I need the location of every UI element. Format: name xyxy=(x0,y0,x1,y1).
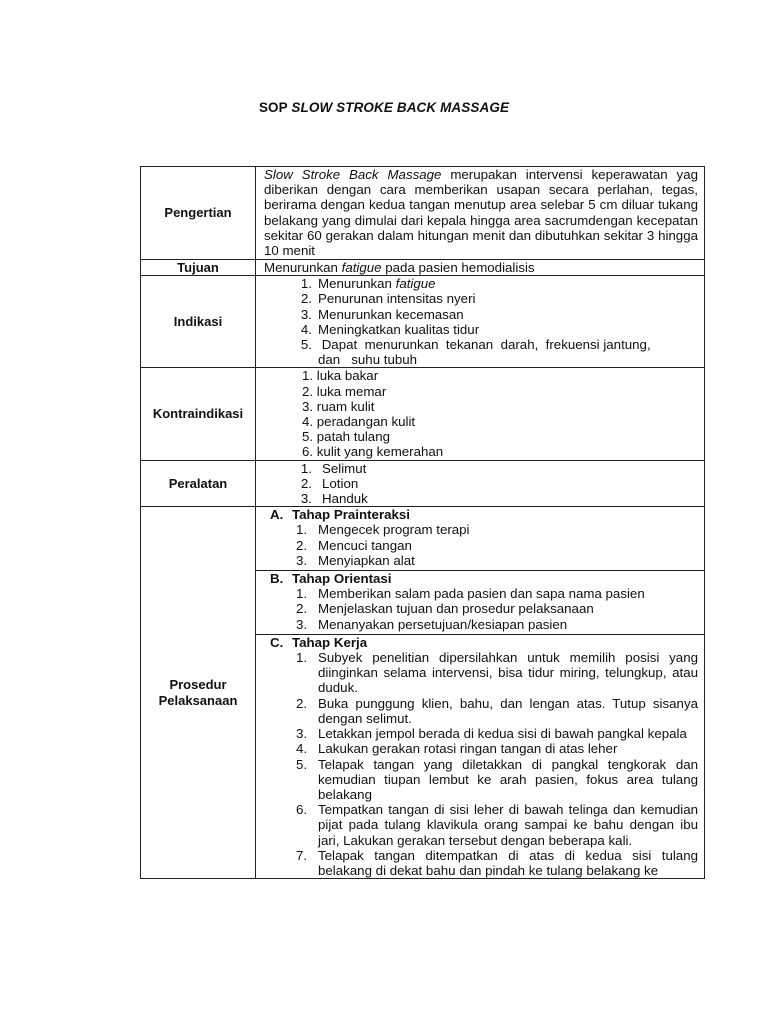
list-item: 4. Lakukan gerakan rotasi ringan tangan di atas leher xyxy=(296,741,618,757)
list-item: 5. Dapat menurunkan tekanan darah, frekuensi jantung, dan suhu tubuh xyxy=(300,337,659,368)
pengertian-italic-lead: Slow Stroke Back Massage xyxy=(264,167,442,182)
document-title xyxy=(0,100,768,115)
list-item: 1. Subyek penelitian dipersilahkan untuk memilih posisi yang diinginkan selama intervensi, bisa tidur miring, telungkup, atau duduk. xyxy=(296,650,698,696)
row-indikasi xyxy=(141,276,705,368)
section-kerja xyxy=(256,634,704,878)
list-item: 7. Telapak tangan ditempatkan di atas di kedua sisi tulang belakang di dekat bahu dan pindah ke tulang belakang ke xyxy=(296,847,698,878)
list-item: 3. ruam kulit xyxy=(302,398,375,414)
list-item: 1. Selimut xyxy=(300,460,367,476)
list-item: 3. Menurunkan kecemasan xyxy=(300,306,464,322)
list-item: 2. Lotion xyxy=(300,475,359,491)
pengertian-text: merupakan intervensi keperawatan yag diberikan dengan cara memberikan usapan secara perlahan, tegas, berirama dengan kedua tangan menutup area selebar 5 cm diluar tukang belakang yang dimulai dari kepala hingga area sacrumdengan kecepatan sekitar 60 gerakan dalam hitungan menit dan dibutuhkan sekitar 3 hingga 10 menit xyxy=(264,167,698,259)
tujuan-italic: fatigue xyxy=(341,260,382,275)
tujuan-post: pada pasien hemodialisis xyxy=(381,260,535,275)
row-label-prosedur: Prosedur Pelaksanaan xyxy=(141,507,256,879)
peralatan-content xyxy=(256,460,705,507)
section-heading: B. Tahap Orientasi xyxy=(270,571,392,587)
tujuan-pre: Menurunkan xyxy=(264,260,342,275)
list-item: 1. Memberikan salam pada pasien dan sapa nama pasien xyxy=(296,586,645,602)
prosedur-content xyxy=(256,507,705,879)
list-item: 6. Tempatkan tangan di sisi leher di bawah telinga dan kemudian pijat pada tulang klavikula orang sampai ke bahu dengan ibu jari, Lakukan gerakan tersebut dengan beberapa kali. xyxy=(296,802,698,848)
list-item: 6. kulit yang kemerahan xyxy=(302,444,444,460)
list-item: 1. Mengecek program terapi xyxy=(296,522,470,538)
list-item: 4. Meningkatkan kualitas tidur xyxy=(300,321,480,337)
row-pengertian xyxy=(141,167,705,260)
title-prefix: SOP xyxy=(258,100,288,115)
pengertian-content xyxy=(256,167,705,260)
peralatan-list xyxy=(264,461,698,507)
list-item: 1. luka bakar xyxy=(302,368,379,384)
sop-table xyxy=(140,166,705,879)
row-label: Indikasi xyxy=(141,276,256,368)
list-item: 5. patah tulang xyxy=(302,429,390,445)
section-list xyxy=(264,586,698,632)
row-label: Tujuan xyxy=(141,260,256,276)
title-italic: SLOW STROKE BACK MASSAGE xyxy=(291,100,510,115)
section-list xyxy=(264,522,698,568)
section-list xyxy=(264,650,698,878)
list-item: 3. Handuk xyxy=(300,491,368,507)
list-item: 3. Letakkan jempol berada di kedua sisi di bawah pangkal kepala xyxy=(296,726,687,742)
list-item: 2. Mencuci tangan xyxy=(296,537,412,553)
section-orientasi xyxy=(256,570,704,634)
list-item: 2. luka memar xyxy=(302,383,387,399)
section-heading: C. Tahap Kerja xyxy=(270,634,368,650)
row-prosedur xyxy=(141,507,705,879)
list-item: 2. Menjelaskan tujuan dan prosedur pelaksanaan xyxy=(296,601,594,617)
indikasi-content xyxy=(256,276,705,368)
tujuan-content xyxy=(256,260,705,276)
row-kontraindikasi xyxy=(141,368,705,460)
row-label: Pengertian xyxy=(141,167,256,260)
kontraindikasi-list xyxy=(264,368,698,459)
list-item: 4. peradangan kulit xyxy=(302,414,416,430)
indikasi-list xyxy=(264,276,698,367)
row-label: Kontraindikasi xyxy=(141,368,256,460)
list-item: 2. Penurunan intensitas nyeri xyxy=(300,291,476,307)
section-prainteraksi xyxy=(256,507,704,570)
section-heading: A. Tahap Prainteraksi xyxy=(270,507,410,523)
row-peralatan xyxy=(141,460,705,507)
list-item: 3. Menanyakan persetujuan/kesiapan pasien xyxy=(296,616,568,632)
list-item: 1. Menurunkan fatigue xyxy=(300,276,436,292)
row-tujuan xyxy=(141,260,705,276)
list-item: 3. Menyiapkan alat xyxy=(296,552,415,568)
list-item: 2. Buka punggung klien, bahu, dan lengan atas. Tutup sisanya dengan selimut. xyxy=(296,695,698,726)
list-item: 5. Telapak tangan yang diletakkan di pangkal tengkorak dan kemudian tiupan lembut ke arah pasien, fokus area tulang belakang xyxy=(296,756,698,802)
kontraindikasi-content xyxy=(256,368,705,460)
row-label: Peralatan xyxy=(141,460,256,507)
